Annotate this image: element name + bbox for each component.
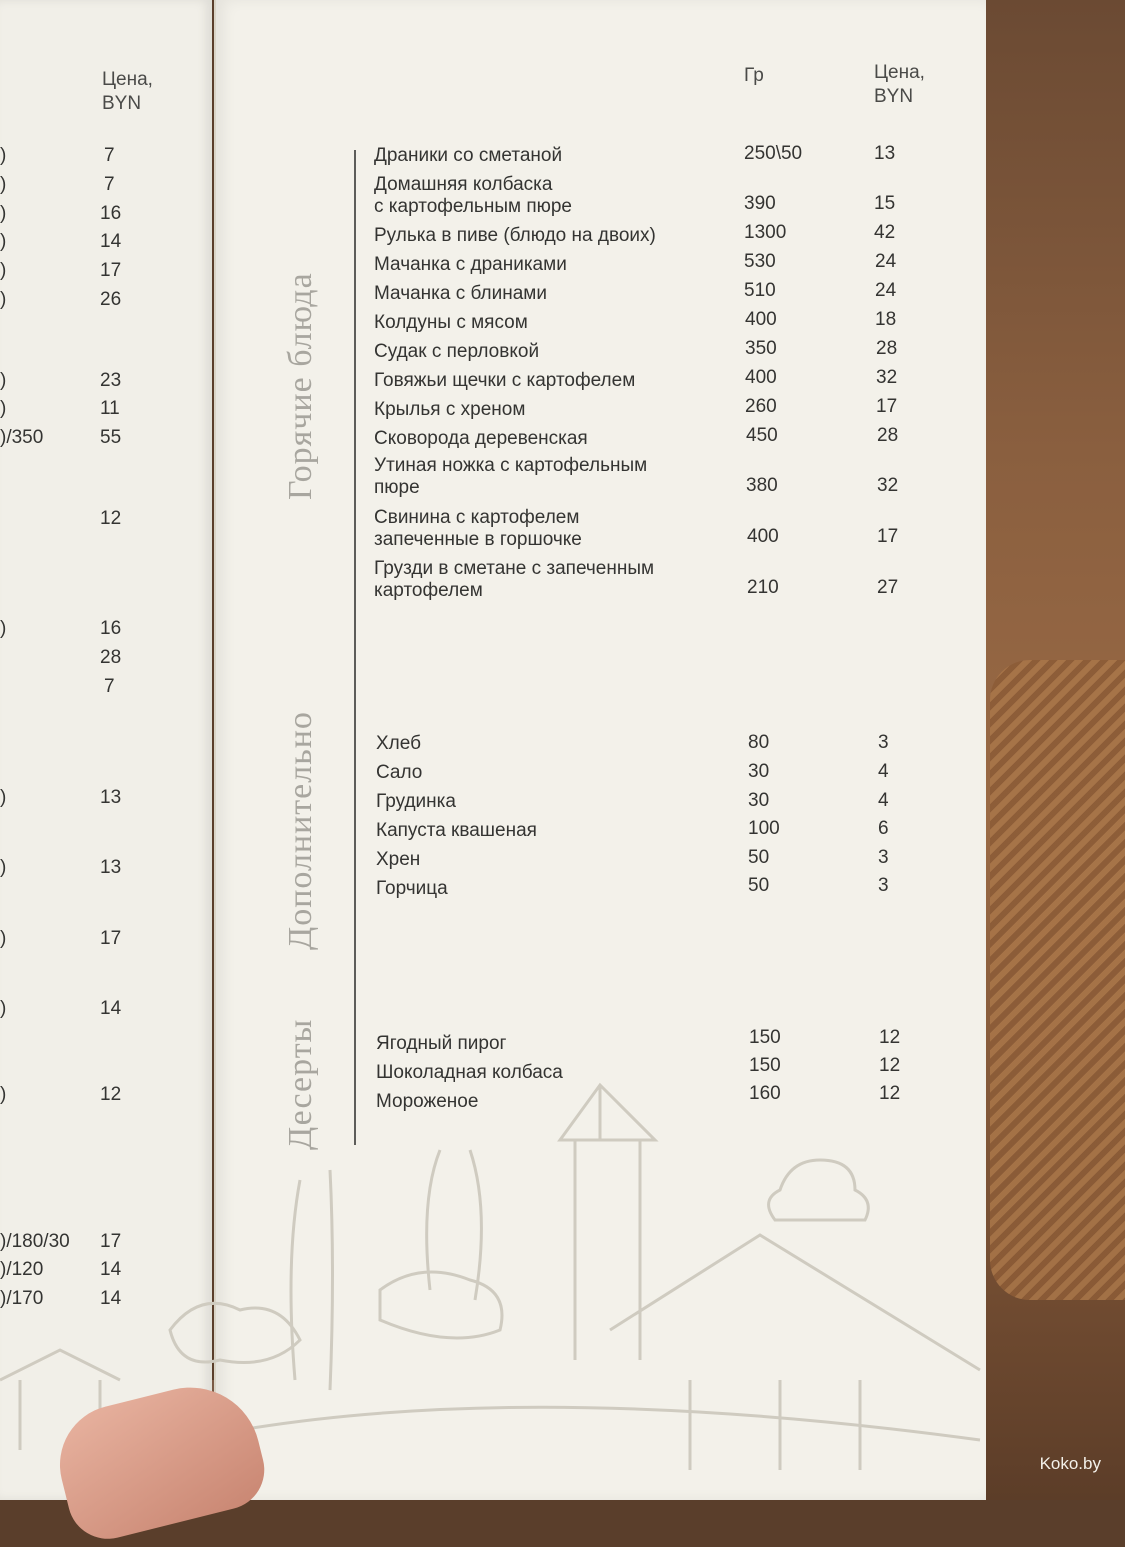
left-grams-value: )/120: [0, 1259, 44, 1280]
dish-weight: 150: [749, 1027, 781, 1048]
dish-price: 3: [878, 732, 889, 753]
dish-price: 28: [877, 425, 899, 446]
left-grams-value: ): [0, 145, 7, 166]
dish-weight: 260: [745, 396, 777, 417]
dish-price: 4: [878, 790, 889, 811]
dish-name: Грудинка: [376, 791, 456, 812]
dish-weight: 80: [748, 732, 770, 753]
dish-price: 32: [876, 367, 898, 388]
dish-name: Судак с перловкой: [374, 341, 540, 362]
left-price-value: 28: [100, 647, 122, 668]
left-price-value: 26: [100, 289, 122, 310]
left-grams-value: )/350: [0, 427, 44, 448]
dish-price: 42: [874, 222, 896, 243]
watermark: Koko.by: [1039, 1454, 1101, 1473]
left-price-value: 13: [100, 857, 122, 878]
dish-price: 12: [879, 1083, 901, 1104]
left-grams-value: )/170: [0, 1288, 44, 1309]
dish-name: Капуста квашеная: [376, 820, 537, 841]
dish-name: Грузди в сметане с запеченным картофелем: [374, 558, 655, 601]
dish-price: 3: [878, 847, 889, 868]
dish-price: 27: [877, 577, 899, 598]
dish-name: Домашняя колбаска с картофельным пюре: [374, 174, 572, 217]
left-grams-value: ): [0, 260, 7, 281]
left-price-header: Цена, BYN: [102, 69, 153, 114]
dish-weight: 400: [747, 526, 779, 547]
dish-weight: 390: [744, 193, 776, 214]
section-title-extras: Дополнительно: [282, 711, 319, 950]
column-header-grams: Гр: [744, 65, 764, 86]
left-grams-value: ): [0, 289, 7, 310]
left-grams-value: ): [0, 787, 7, 808]
dish-name: Крылья с хреном: [374, 399, 526, 420]
dish-price: 17: [877, 526, 899, 547]
left-grams-value: ): [0, 370, 7, 391]
dish-price: 28: [876, 338, 898, 359]
dish-name: Хрен: [376, 849, 421, 870]
dish-weight: 30: [748, 790, 770, 811]
dish-name: Мачанка с драниками: [374, 254, 567, 275]
dish-price: 17: [876, 396, 898, 417]
left-price-value: 16: [100, 203, 122, 224]
dish-name: Драники со сметаной: [374, 145, 563, 166]
left-grams-value: ): [0, 398, 7, 419]
left-price-value: 14: [100, 1259, 122, 1280]
left-price-value: 14: [100, 998, 122, 1019]
dish-weight: 30: [748, 761, 770, 782]
dish-weight: 510: [744, 280, 776, 301]
dish-price: 15: [874, 193, 896, 214]
dish-weight: 250\50: [744, 143, 803, 164]
dish-weight: 50: [748, 875, 770, 896]
left-price-value: 11: [100, 398, 120, 419]
left-price-value: 7: [104, 676, 115, 697]
left-grams-value: ): [0, 203, 7, 224]
dish-weight: 400: [745, 309, 777, 330]
dish-price: 24: [875, 280, 897, 301]
dish-price: 4: [878, 761, 889, 782]
dish-price: 24: [875, 251, 897, 272]
dish-price: 6: [878, 818, 889, 839]
dish-name: Мороженое: [376, 1091, 479, 1112]
dish-name: Хлеб: [376, 733, 421, 754]
dish-name: Шоколадная колбаса: [376, 1062, 563, 1083]
dish-name: Утиная ножка с картофельным пюре: [374, 455, 648, 498]
dish-price: 18: [875, 309, 897, 330]
dish-weight: 450: [746, 425, 778, 446]
dish-name: Рулька в пиве (блюдо на двоих): [374, 225, 656, 246]
dish-name: Говяжьи щечки с картофелем: [374, 370, 636, 391]
dish-weight: 100: [748, 818, 780, 839]
dish-weight: 530: [744, 251, 776, 272]
dish-name: Ягодный пирог: [376, 1033, 507, 1054]
dish-weight: 1300: [744, 222, 787, 243]
left-price-value: 17: [100, 928, 122, 949]
left-price-value: 7: [104, 174, 115, 195]
dish-name: Сковорода деревенская: [374, 428, 588, 449]
section-title-desserts: Десерты: [282, 1018, 319, 1150]
left-grams-value: ): [0, 998, 7, 1019]
dish-price: 13: [874, 143, 896, 164]
left-price-value: 14: [100, 231, 122, 252]
dish-weight: 380: [746, 475, 778, 496]
left-grams-value: ): [0, 174, 7, 195]
left-grams-value: ): [0, 231, 7, 252]
left-grams-value: ): [0, 1084, 7, 1105]
dish-price: 32: [877, 475, 899, 496]
left-price-value: 17: [100, 260, 122, 281]
left-grams-value: ): [0, 857, 7, 878]
dish-price: 3: [878, 875, 889, 896]
left-grams-value: ): [0, 618, 7, 639]
dish-name: Колдуны с мясом: [374, 312, 528, 333]
dish-name: Мачанка с блинами: [374, 283, 547, 304]
dish-weight: 210: [747, 577, 779, 598]
dish-weight: 160: [749, 1083, 781, 1104]
dish-name: Сало: [376, 762, 423, 783]
section-title-hot-dishes: Горячие блюда: [282, 272, 319, 500]
dish-weight: 50: [748, 847, 770, 868]
left-price-value: 13: [100, 787, 122, 808]
left-price-value: 55: [100, 427, 122, 448]
left-price-value: 7: [104, 145, 115, 166]
left-price-value: 14: [100, 1288, 122, 1309]
dish-weight: 400: [745, 367, 777, 388]
left-price-value: 17: [100, 1231, 122, 1252]
dish-price: 12: [879, 1055, 901, 1076]
left-grams-value: )/180/30: [0, 1231, 70, 1252]
section-divider-line: [354, 150, 356, 1145]
left-price-value: 12: [100, 508, 122, 529]
left-price-value: 16: [100, 618, 122, 639]
left-grams-value: ): [0, 928, 7, 949]
dish-name: Свинина с картофелем запеченные в горшочке: [374, 507, 582, 550]
dish-weight: 350: [745, 338, 777, 359]
left-price-value: 12: [100, 1084, 122, 1105]
column-header-price: Цена, BYN: [874, 62, 925, 107]
left-price-value: 23: [100, 370, 122, 391]
dish-weight: 150: [749, 1055, 781, 1076]
dish-price: 12: [879, 1027, 901, 1048]
dish-name: Горчица: [376, 878, 448, 899]
